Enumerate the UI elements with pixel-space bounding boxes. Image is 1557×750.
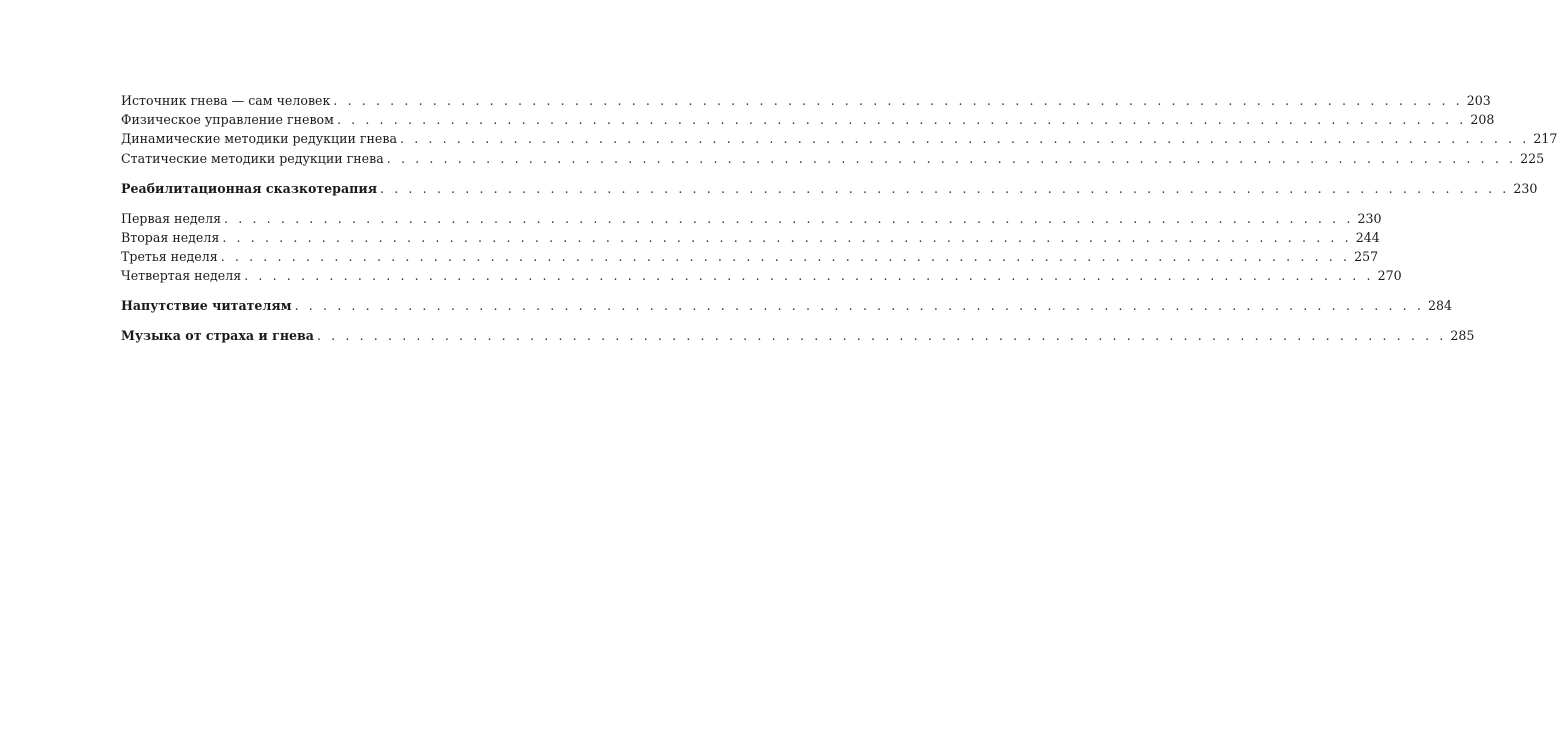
toc-page-number: 217 (1533, 131, 1557, 147)
toc-entry (121, 209, 1382, 228)
dot-leader: . . . . . . . . . . . . . . . . . . . . . . . . . . . . . . . . . . . . . . . . . . . . . . . . . . . . . . . . . . . . . . . . . . . . . . . . . . . . . . . . (316, 328, 1447, 344)
toc-entry-title: Вторая неделя (121, 229, 220, 245)
toc-entry-title: Первая неделя (121, 210, 222, 226)
group-spacer (121, 315, 489, 326)
dot-leader: . . . . . . . . . . . . . . . . . . . . . . . . . . . . . . . . . . . . . . . . . . . . . . . . . . . . . . . . . . . . . . . . . . . . . . . . . . . . . . . . (336, 112, 1467, 128)
dot-leader: . . . . . . . . . . . . . . . . . . . . . . . . . . . . . . . . . . . . . . . . . . . . . . . . . . . . . . . . . . . . . . . . . . . . . . . . . . . . . . . . (380, 180, 1510, 196)
toc-section-entry (121, 296, 1453, 315)
toc-entry-title: Физическое управление гневом (121, 112, 334, 128)
toc-page-number: 230 (1357, 210, 1382, 226)
toc-page-number: 270 (1377, 268, 1402, 284)
dot-leader: . . . . . . . . . . . . . . . . . . . . . . . . . . . . . . . . . . . . . . . . . . . . . . . . . . . . . . . . . . . . . . . . . . . . . . . . . . . . . . . . (294, 298, 1424, 314)
dot-leader: . . . . . . . . . . . . . . . . . . . . . . . . . . . . . . . . . . . . . . . . . . . . . . . . . . . . . . . . . . . . . . . . . . . . . . . . . . . . . . . . (220, 248, 1351, 264)
toc-page-number: 225 (1520, 150, 1545, 166)
toc-page-number: 284 (1427, 298, 1453, 314)
toc-section-entry (121, 179, 1538, 198)
toc-entry (121, 149, 1545, 168)
toc-page-number: 244 (1355, 229, 1380, 245)
toc-page-number: 203 (1466, 93, 1491, 108)
toc-entry (121, 110, 1495, 129)
dot-leader: . . . . . . . . . . . . . . . . . . . . . . . . . . . . . . . . . . . . . . . . . . . . . . . . . . . . . . . . . . . . . . . . . . . . . . . . . . . . . . . . (386, 150, 1517, 166)
dot-leader: . . . . . . . . . . . . . . . . . . . . . . . . . . . . . . . . . . . . . . . . . . . . . . . . . . . . . . . . . . . . . . . . . . . . . . . . . . . . . . . . (244, 268, 1374, 284)
toc-entry-title: Музыка от страха и гнева (121, 328, 314, 344)
toc-page-number: 230 (1513, 180, 1538, 196)
toc-entry-title: Третья неделя (121, 248, 218, 264)
table-of-contents (121, 91, 1557, 345)
toc-entry-title: Четвертая неделя (121, 268, 242, 284)
toc-entry (121, 129, 1557, 148)
dot-leader: . . . . . . . . . . . . . . . . . . . . . . . . . . . . . . . . . . . . . . . . . . . . . . . . . . . . . . . . . . . . . . . . . . . . . . . . . . . . . . . . (399, 131, 1530, 147)
toc-entry-title: Динамические методики редукции гнева (121, 131, 397, 147)
dot-leader: . . . . . . . . . . . . . . . . . . . . . . . . . . . . . . . . . . . . . . . . . . . . . . . . . . . . . . . . . . . . . . . . . . . . . . . . . . . . . . . . (224, 210, 1354, 226)
toc-entry-title: Реабилитационная сказкотерапия (121, 180, 377, 196)
toc-page-number: 285 (1450, 328, 1475, 344)
toc-entry-title: Источник гнева — сам человек (121, 93, 331, 108)
toc-page-number: 208 (1470, 112, 1495, 128)
dot-leader: . . . . . . . . . . . . . . . . . . . . . . . . . . . . . . . . . . . . . . . . . . . . . . . . . . . . . . . . . . . . . . . . . . . . . . . . . . . . . . . . (333, 93, 1463, 108)
group-spacer (121, 168, 489, 179)
group-spacer (121, 198, 489, 209)
toc-section-entry (121, 326, 1475, 345)
dot-leader: . . . . . . . . . . . . . . . . . . . . . . . . . . . . . . . . . . . . . . . . . . . . . . . . . . . . . . . . . . . . . . . . . . . . . . . . . . . . . . . . (222, 229, 1352, 245)
toc-entry (121, 266, 1402, 285)
toc-page-number: 257 (1354, 248, 1379, 264)
toc-entry-title: Напутствие читателям (121, 298, 292, 314)
toc-entry (121, 228, 1380, 247)
toc-entry-title: Статические методики редукции гнева (121, 150, 384, 166)
toc-entry (121, 247, 1379, 266)
group-spacer (121, 285, 489, 296)
toc-entry (121, 91, 1491, 110)
